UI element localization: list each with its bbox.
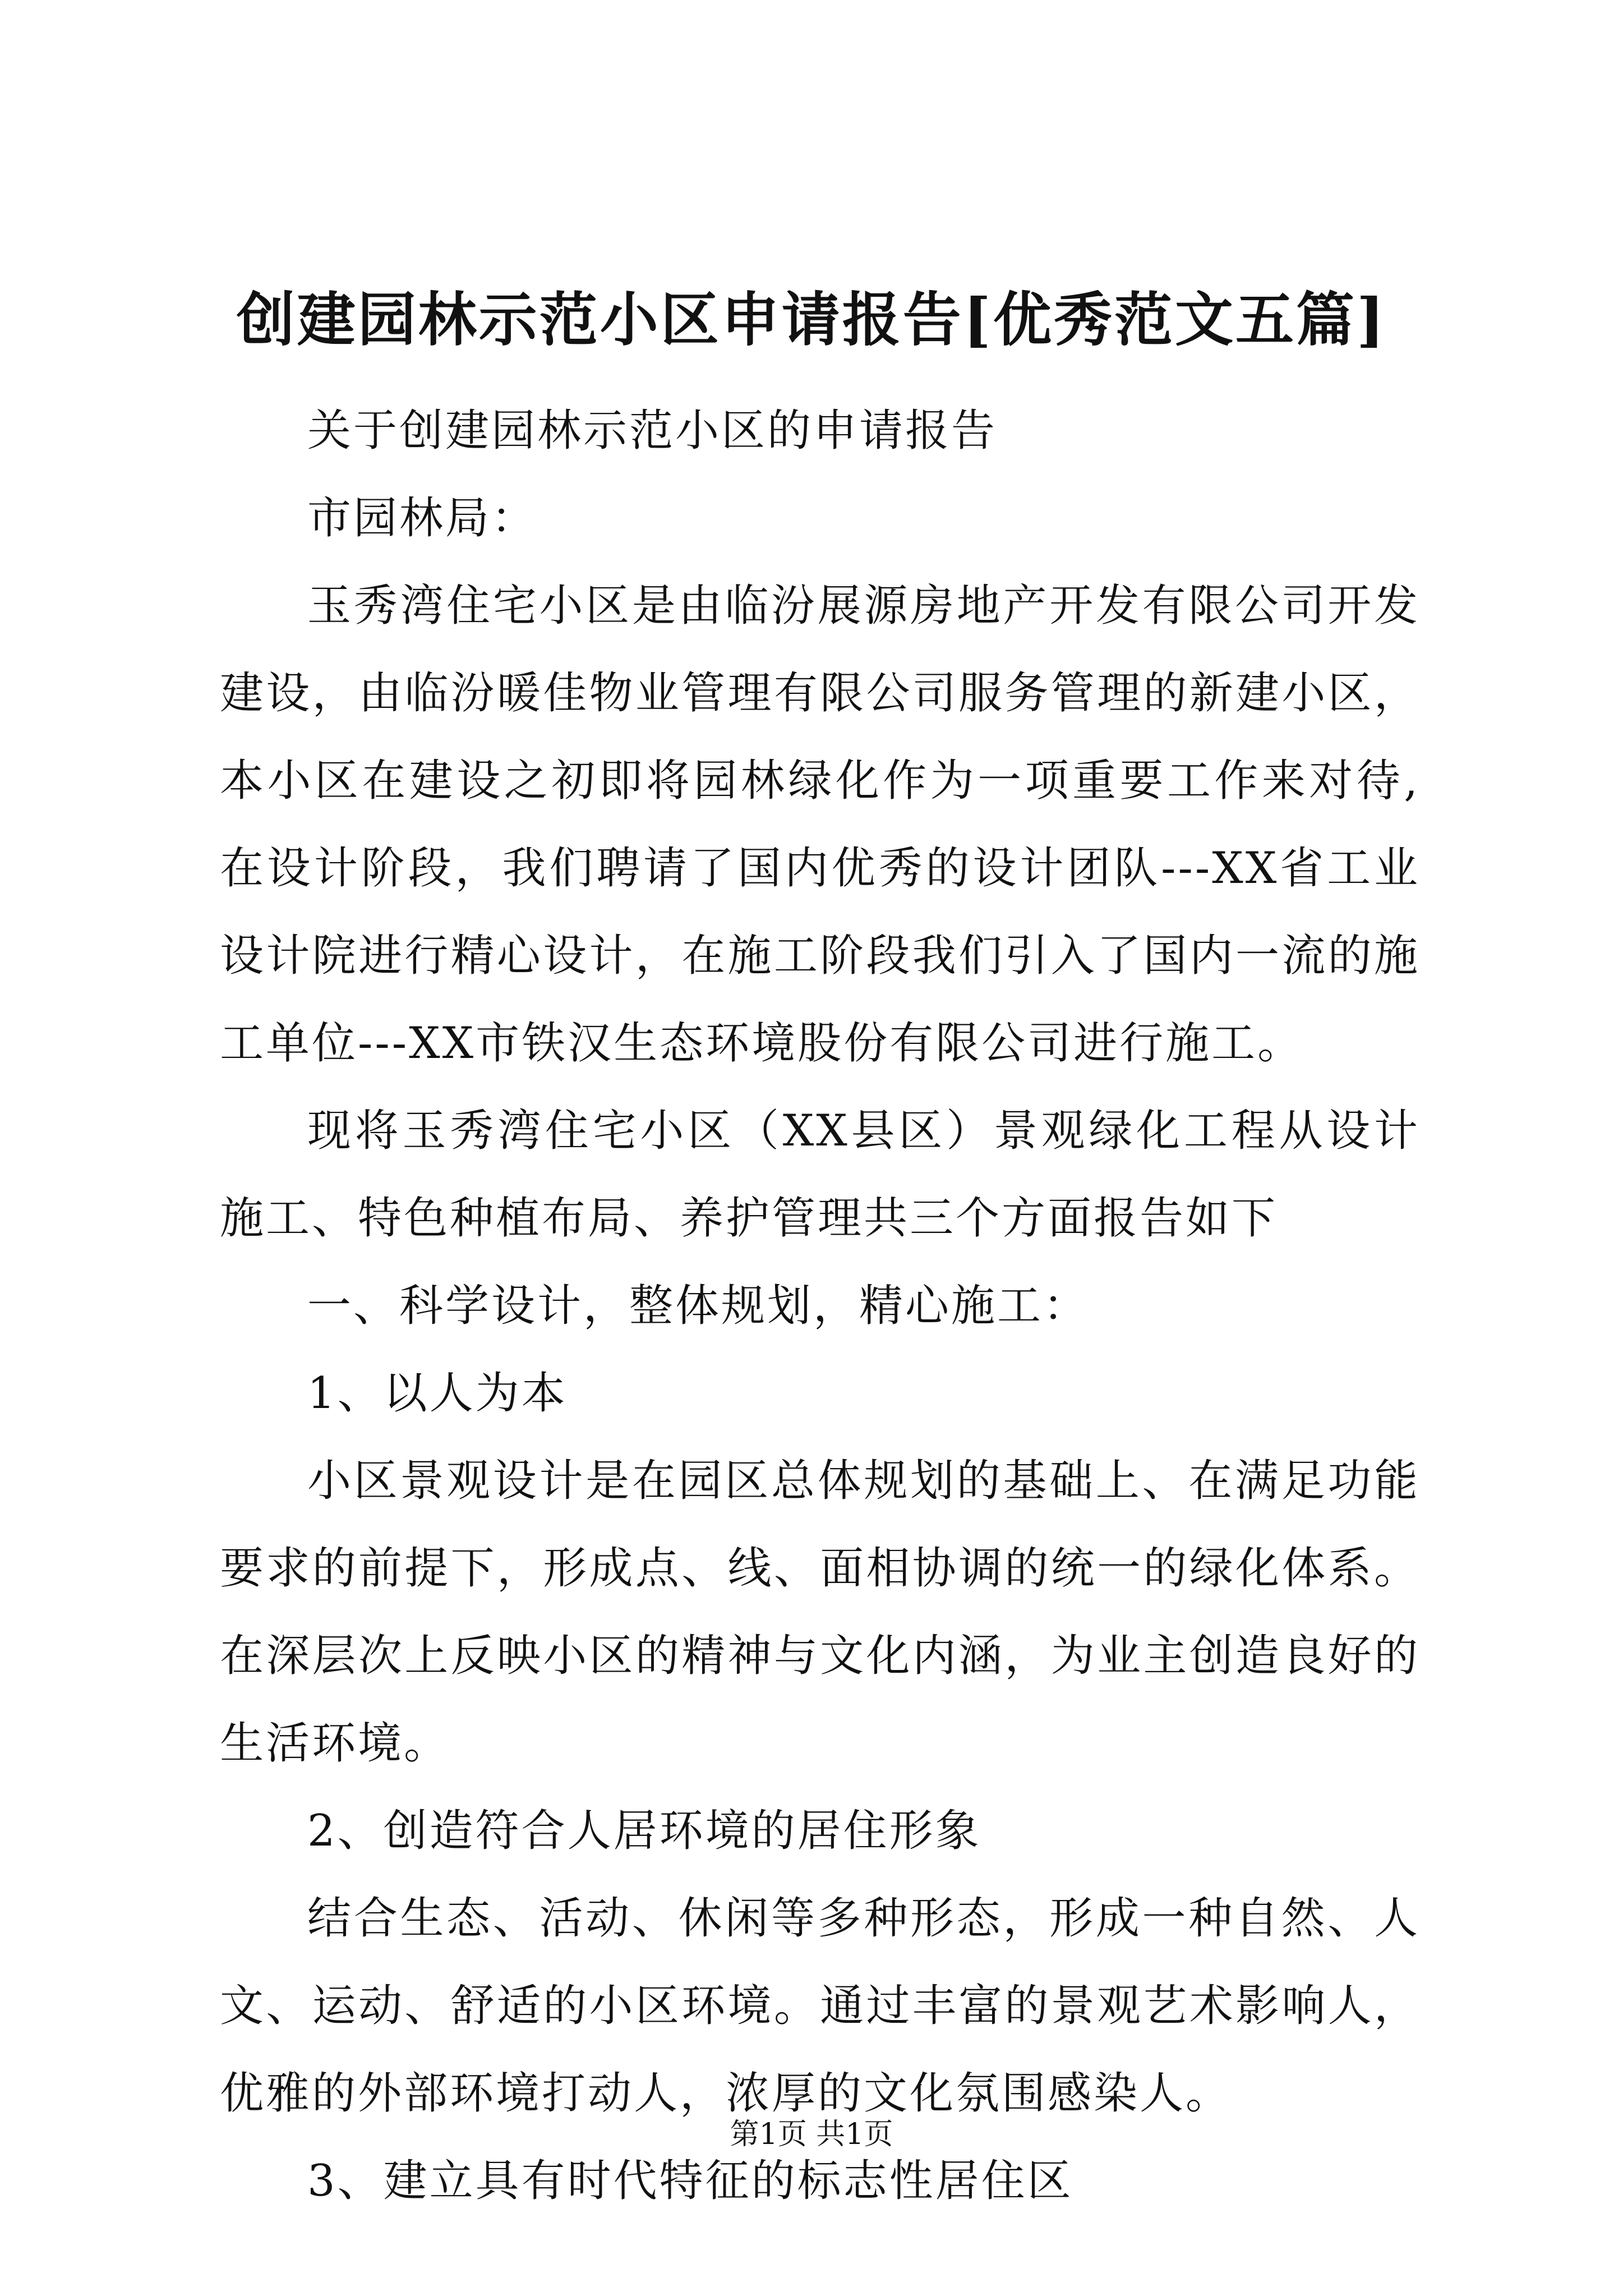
subheading-1: 1、以人为本 xyxy=(307,1368,568,1419)
intro-paragraph: 玉秀湾住宅小区是由临汾展源房地产开发有限公司开发建设，由临汾暖佳物业管理有限公司服务管理的新建小区，本小区在建设之初即将园林绿化作为一项重要工作来对待,在设计阶段，我们聘请了国内优秀的设计团队---XX省工业设计院进行精心设计，在施工阶段我们引入了国内一流的施工单位---XX市铁汉生态环境股份有限公司进行施工。 xyxy=(220,581,1420,1069)
report-overview-paragraph: 现将玉秀湾住宅小区（XX县区）景观绿化工程从设计施工、特色种植布局、养护管理共三个方面报告如下 xyxy=(220,1106,1420,1244)
design-paragraph: 小区景观设计是在园区总体规划的基础上、在满足功能要求的前提下，形成点、线、面相协调的统一的绿化体系。在深层次上反映小区的精神与文化内涵，为业主创造良好的生活环境。 xyxy=(220,1456,1420,1769)
report-subject: 关于创建园林示范小区的申请报告 xyxy=(307,406,998,456)
section-heading-1: 一、科学设计，整体规划，精心施工： xyxy=(307,1281,1090,1331)
subheading-2: 2、创造符合人居环境的居住形象 xyxy=(307,1806,981,1856)
document-title: 创建园林示范小区申请报告[优秀范文五篇] xyxy=(236,285,1387,354)
environment-paragraph: 结合生态、活动、休闲等多种形态，形成一种自然、人文、运动、舒适的小区环境。通过丰富的景观艺术影响人，优雅的外部环境打动人，浓厚的文化氛围感染人。 xyxy=(220,1893,1420,2119)
page-footer: 第1页 共1页 xyxy=(730,2118,893,2151)
recipient-line: 市园林局： xyxy=(307,493,538,544)
document-body xyxy=(220,387,1420,2225)
subheading-3: 3、建立具有时代特征的标志性居住区 xyxy=(307,2156,1073,2206)
